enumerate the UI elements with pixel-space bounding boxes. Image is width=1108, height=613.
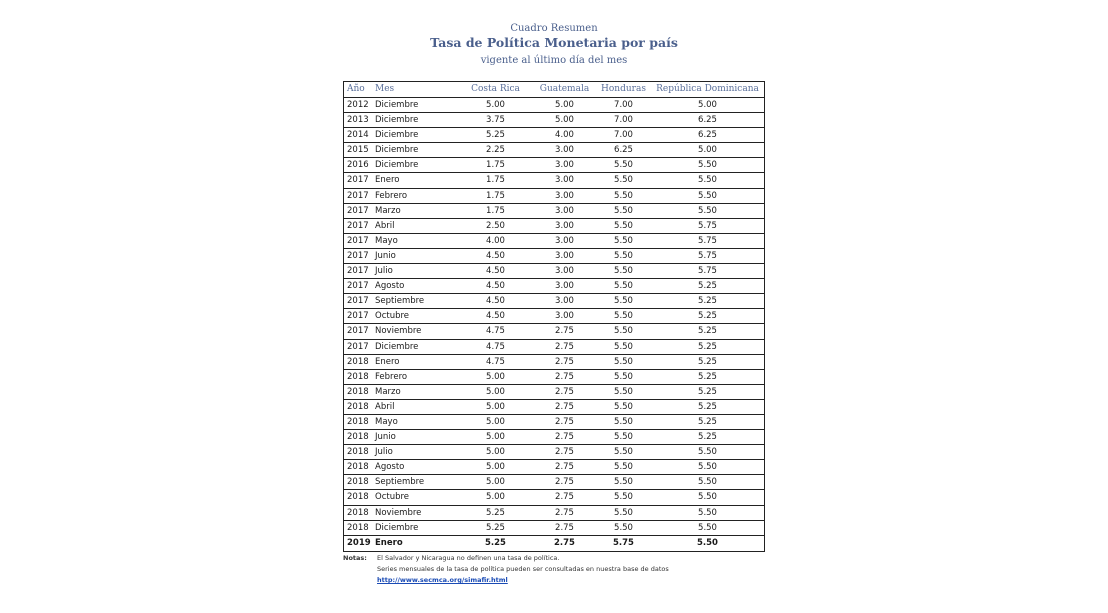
- cell-honduras: 5.50: [614, 401, 633, 412]
- cell-honduras: 5.50: [614, 235, 633, 246]
- table-row: [344, 385, 764, 400]
- cell-republica-dominicana: 5.50: [698, 447, 717, 458]
- cell-month: Mayo: [375, 416, 398, 427]
- cell-honduras: 5.50: [614, 341, 633, 352]
- cell-republica-dominicana: 5.50: [698, 522, 717, 533]
- table-row: [344, 128, 764, 143]
- cell-honduras: 5.50: [614, 175, 633, 186]
- cell-costa-rica: 4.50: [486, 250, 505, 261]
- cell-honduras: 5.50: [614, 250, 633, 261]
- cell-honduras: 5.50: [614, 386, 633, 397]
- cell-year: 2017: [347, 235, 369, 246]
- cell-month: Diciembre: [375, 145, 419, 156]
- cell-republica-dominicana: 5.25: [698, 311, 717, 322]
- cell-year: 2017: [347, 190, 369, 201]
- column-header-month: Mes: [375, 84, 395, 94]
- cell-year: 2018: [347, 371, 369, 382]
- cell-month: Noviembre: [375, 326, 422, 337]
- cell-guatemala: 2.75: [555, 401, 574, 412]
- cell-costa-rica: 5.00: [486, 371, 505, 382]
- table-row: [344, 189, 764, 204]
- table-row: [344, 460, 764, 475]
- cell-month: Enero: [375, 537, 403, 548]
- cell-costa-rica: 1.75: [486, 205, 505, 216]
- cell-guatemala: 3.00: [555, 296, 574, 307]
- cell-republica-dominicana: 5.25: [698, 326, 717, 337]
- cell-guatemala: 2.75: [555, 356, 574, 367]
- table-row: [344, 279, 764, 294]
- cell-guatemala: 3.00: [555, 281, 574, 292]
- cell-honduras: 5.50: [614, 356, 633, 367]
- cell-month: Diciembre: [375, 100, 419, 110]
- cell-guatemala: 2.75: [555, 492, 574, 503]
- table-row: [344, 521, 764, 536]
- cell-honduras: 7.00: [614, 130, 633, 141]
- table-header: [344, 82, 764, 98]
- table-caption: Cuadro Resumen: [510, 23, 598, 34]
- cell-guatemala: 4.00: [555, 130, 574, 141]
- cell-costa-rica: 4.75: [486, 326, 505, 337]
- cell-republica-dominicana: 5.25: [698, 371, 717, 382]
- cell-republica-dominicana: 5.25: [698, 356, 717, 367]
- table-row: [344, 475, 764, 490]
- cell-costa-rica: 2.50: [486, 220, 505, 231]
- cell-month: Julio: [375, 266, 393, 277]
- table-row: [344, 98, 764, 113]
- cell-month: Diciembre: [375, 341, 419, 352]
- cell-year: 2018: [347, 507, 369, 518]
- cell-honduras: 5.50: [614, 462, 633, 473]
- cell-guatemala: 3.00: [555, 220, 574, 231]
- page-subtitle: vigente al último día del mes: [480, 55, 628, 66]
- cell-honduras: 5.50: [614, 220, 633, 231]
- cell-guatemala: 2.75: [555, 341, 574, 352]
- cell-republica-dominicana: 5.25: [698, 432, 717, 443]
- cell-year: 2018: [347, 522, 369, 533]
- cell-republica-dominicana: 5.75: [698, 220, 717, 231]
- cell-month: Marzo: [375, 386, 401, 397]
- cell-republica-dominicana: 5.50: [697, 537, 718, 548]
- cell-republica-dominicana: 5.50: [698, 205, 717, 216]
- cell-honduras: 7.00: [614, 115, 633, 126]
- cell-costa-rica: 5.00: [486, 432, 505, 443]
- cell-costa-rica: 5.25: [486, 522, 505, 533]
- table-row: [344, 204, 764, 219]
- table-row: [344, 143, 764, 158]
- cell-honduras: 5.50: [614, 281, 633, 292]
- cell-month: Marzo: [375, 205, 401, 216]
- cell-month: Abril: [375, 220, 395, 231]
- table-row: [344, 249, 764, 264]
- cell-month: Enero: [375, 356, 400, 367]
- column-header-honduras: Honduras: [601, 84, 646, 94]
- cell-month: Junio: [375, 250, 396, 261]
- notes-body: [377, 553, 797, 586]
- cell-honduras: 6.25: [614, 145, 633, 156]
- cell-month: Diciembre: [375, 522, 419, 533]
- cell-republica-dominicana: 5.50: [698, 507, 717, 518]
- cell-costa-rica: 4.50: [486, 266, 505, 277]
- cell-republica-dominicana: 5.25: [698, 416, 717, 427]
- cell-guatemala: 2.75: [554, 537, 575, 548]
- cell-month: Julio: [375, 447, 393, 458]
- cell-guatemala: 2.75: [555, 386, 574, 397]
- cell-costa-rica: 2.25: [486, 145, 505, 156]
- cell-year: 2017: [347, 281, 369, 292]
- cell-costa-rica: 5.00: [486, 386, 505, 397]
- cell-costa-rica: 5.00: [486, 462, 505, 473]
- cell-year: 2015: [347, 145, 369, 156]
- column-header-republica-dominicana: República Dominicana: [656, 84, 759, 94]
- cell-costa-rica: 5.00: [486, 100, 505, 110]
- cell-guatemala: 3.00: [555, 145, 574, 156]
- cell-month: Septiembre: [375, 296, 425, 307]
- cell-month: Enero: [375, 175, 400, 186]
- cell-republica-dominicana: 5.50: [698, 477, 717, 488]
- cell-costa-rica: 4.00: [486, 235, 505, 246]
- cell-honduras: 5.50: [614, 266, 633, 277]
- cell-year: 2018: [347, 356, 369, 367]
- table-row: [344, 173, 764, 188]
- cell-honduras: 5.50: [614, 477, 633, 488]
- table-row: [344, 324, 764, 339]
- cell-honduras: 5.50: [614, 205, 633, 216]
- table-row: [344, 506, 764, 521]
- cell-year: 2017: [347, 311, 369, 322]
- table-row: [344, 400, 764, 415]
- cell-guatemala: 5.00: [555, 100, 574, 110]
- cell-year: 2018: [347, 401, 369, 412]
- table-row: [344, 340, 764, 355]
- cell-month: Octubre: [375, 492, 410, 503]
- cell-year: 2019: [347, 537, 371, 548]
- cell-costa-rica: 5.00: [486, 416, 505, 427]
- cell-republica-dominicana: 5.75: [698, 250, 717, 261]
- cell-guatemala: 2.75: [555, 371, 574, 382]
- cell-costa-rica: 5.25: [486, 130, 505, 141]
- cell-republica-dominicana: 6.25: [698, 130, 717, 141]
- cell-guatemala: 3.00: [555, 235, 574, 246]
- cell-republica-dominicana: 5.75: [698, 266, 717, 277]
- cell-month: Agosto: [375, 462, 405, 473]
- cell-costa-rica: 1.75: [486, 160, 505, 171]
- cell-guatemala: 2.75: [555, 326, 574, 337]
- cell-honduras: 5.50: [614, 326, 633, 337]
- cell-costa-rica: 3.75: [486, 115, 505, 126]
- cell-costa-rica: 5.00: [486, 401, 505, 412]
- cell-year: 2017: [347, 205, 369, 216]
- rates-table: [343, 81, 765, 552]
- cell-republica-dominicana: 5.25: [698, 401, 717, 412]
- cell-guatemala: 5.00: [555, 115, 574, 126]
- cell-year: 2017: [347, 326, 369, 337]
- cell-republica-dominicana: 6.25: [698, 115, 717, 126]
- cell-guatemala: 2.75: [555, 432, 574, 443]
- cell-month: Diciembre: [375, 115, 419, 126]
- cell-costa-rica: 5.00: [486, 447, 505, 458]
- cell-costa-rica: 5.25: [486, 507, 505, 518]
- note-line: El Salvador y Nicaragua no definen una tasa de política.: [377, 554, 560, 562]
- cell-republica-dominicana: 5.50: [698, 160, 717, 171]
- cell-year: 2017: [347, 175, 369, 186]
- title-block: [0, 22, 1108, 67]
- table-row: [344, 536, 764, 551]
- cell-honduras: 5.50: [614, 296, 633, 307]
- cell-honduras: 5.50: [614, 416, 633, 427]
- cell-year: 2013: [347, 115, 369, 126]
- cell-republica-dominicana: 5.00: [698, 145, 717, 156]
- database-link[interactable]: http://www.secmca.org/simafir.html: [377, 576, 508, 584]
- column-header-guatemala: Guatemala: [539, 84, 590, 94]
- cell-honduras: 5.50: [614, 160, 633, 171]
- cell-guatemala: 3.00: [555, 190, 574, 201]
- cell-guatemala: 2.75: [555, 522, 574, 533]
- cell-honduras: 5.50: [614, 190, 633, 201]
- cell-republica-dominicana: 5.25: [698, 386, 717, 397]
- cell-republica-dominicana: 5.50: [698, 492, 717, 503]
- cell-year: 2017: [347, 250, 369, 261]
- cell-guatemala: 2.75: [555, 416, 574, 427]
- cell-costa-rica: 5.00: [486, 477, 505, 488]
- cell-year: 2018: [347, 386, 369, 397]
- cell-republica-dominicana: 5.25: [698, 281, 717, 292]
- cell-honduras: 5.50: [614, 371, 633, 382]
- cell-costa-rica: 5.25: [485, 537, 506, 548]
- cell-costa-rica: 4.75: [486, 356, 505, 367]
- table-row: [344, 430, 764, 445]
- table-row: [344, 355, 764, 370]
- cell-guatemala: 2.75: [555, 477, 574, 488]
- cell-guatemala: 3.00: [555, 175, 574, 186]
- table-row: [344, 445, 764, 460]
- cell-year: 2018: [347, 492, 369, 503]
- cell-costa-rica: 4.50: [486, 281, 505, 292]
- cell-month: Junio: [375, 432, 396, 443]
- cell-honduras: 5.50: [614, 492, 633, 503]
- cell-costa-rica: 1.75: [486, 190, 505, 201]
- cell-republica-dominicana: 5.25: [698, 296, 717, 307]
- table-row: [344, 234, 764, 249]
- cell-year: 2014: [347, 130, 369, 141]
- cell-republica-dominicana: 5.50: [698, 190, 717, 201]
- notes-label: Notas:: [343, 554, 367, 562]
- table-row: [344, 415, 764, 430]
- cell-year: 2017: [347, 296, 369, 307]
- cell-year: 2018: [347, 416, 369, 427]
- cell-honduras: 7.00: [614, 100, 633, 110]
- cell-year: 2017: [347, 266, 369, 277]
- cell-guatemala: 2.75: [555, 507, 574, 518]
- cell-month: Mayo: [375, 235, 398, 246]
- cell-year: 2017: [347, 341, 369, 352]
- cell-month: Octubre: [375, 311, 410, 322]
- cell-month: Febrero: [375, 371, 408, 382]
- column-header-year: Año: [347, 84, 365, 94]
- cell-republica-dominicana: 5.00: [698, 100, 717, 110]
- cell-month: Diciembre: [375, 160, 419, 171]
- cell-year: 2016: [347, 160, 369, 171]
- cell-month: Abril: [375, 401, 395, 412]
- cell-honduras: 5.50: [614, 507, 633, 518]
- cell-year: 2017: [347, 220, 369, 231]
- cell-republica-dominicana: 5.50: [698, 175, 717, 186]
- cell-republica-dominicana: 5.25: [698, 341, 717, 352]
- cell-year: 2018: [347, 447, 369, 458]
- column-header-costa-rica: Costa Rica: [471, 84, 520, 94]
- table-row: [344, 490, 764, 505]
- cell-honduras: 5.75: [613, 537, 634, 548]
- cell-honduras: 5.50: [614, 311, 633, 322]
- table-row: [344, 370, 764, 385]
- cell-guatemala: 3.00: [555, 205, 574, 216]
- cell-costa-rica: 1.75: [486, 175, 505, 186]
- cell-honduras: 5.50: [614, 432, 633, 443]
- cell-guatemala: 3.00: [555, 250, 574, 261]
- cell-month: Febrero: [375, 190, 408, 201]
- note-line: Series mensuales de la tasa de política pueden ser consultadas en nuestra base de datos: [377, 565, 669, 573]
- cell-month: Agosto: [375, 281, 405, 292]
- cell-costa-rica: 4.50: [486, 296, 505, 307]
- cell-honduras: 5.50: [614, 447, 633, 458]
- cell-guatemala: 2.75: [555, 447, 574, 458]
- cell-month: Noviembre: [375, 507, 422, 518]
- cell-republica-dominicana: 5.75: [698, 235, 717, 246]
- cell-month: Septiembre: [375, 477, 425, 488]
- cell-costa-rica: 4.50: [486, 311, 505, 322]
- table-row: [344, 309, 764, 324]
- cell-costa-rica: 4.75: [486, 341, 505, 352]
- table-body: [344, 98, 764, 551]
- cell-year: 2018: [347, 477, 369, 488]
- table-row: [344, 158, 764, 173]
- cell-year: 2018: [347, 462, 369, 473]
- cell-guatemala: 3.00: [555, 160, 574, 171]
- cell-honduras: 5.50: [614, 522, 633, 533]
- cell-guatemala: 3.00: [555, 266, 574, 277]
- table-row: [344, 113, 764, 128]
- page-title: Tasa de Política Monetaria por país: [430, 35, 678, 50]
- cell-guatemala: 3.00: [555, 311, 574, 322]
- cell-year: 2012: [347, 100, 369, 110]
- cell-year: 2018: [347, 432, 369, 443]
- table-row: [344, 219, 764, 234]
- cell-month: Diciembre: [375, 130, 419, 141]
- cell-guatemala: 2.75: [555, 462, 574, 473]
- table-row: [344, 294, 764, 309]
- cell-republica-dominicana: 5.50: [698, 462, 717, 473]
- cell-costa-rica: 5.00: [486, 492, 505, 503]
- table-row: [344, 264, 764, 279]
